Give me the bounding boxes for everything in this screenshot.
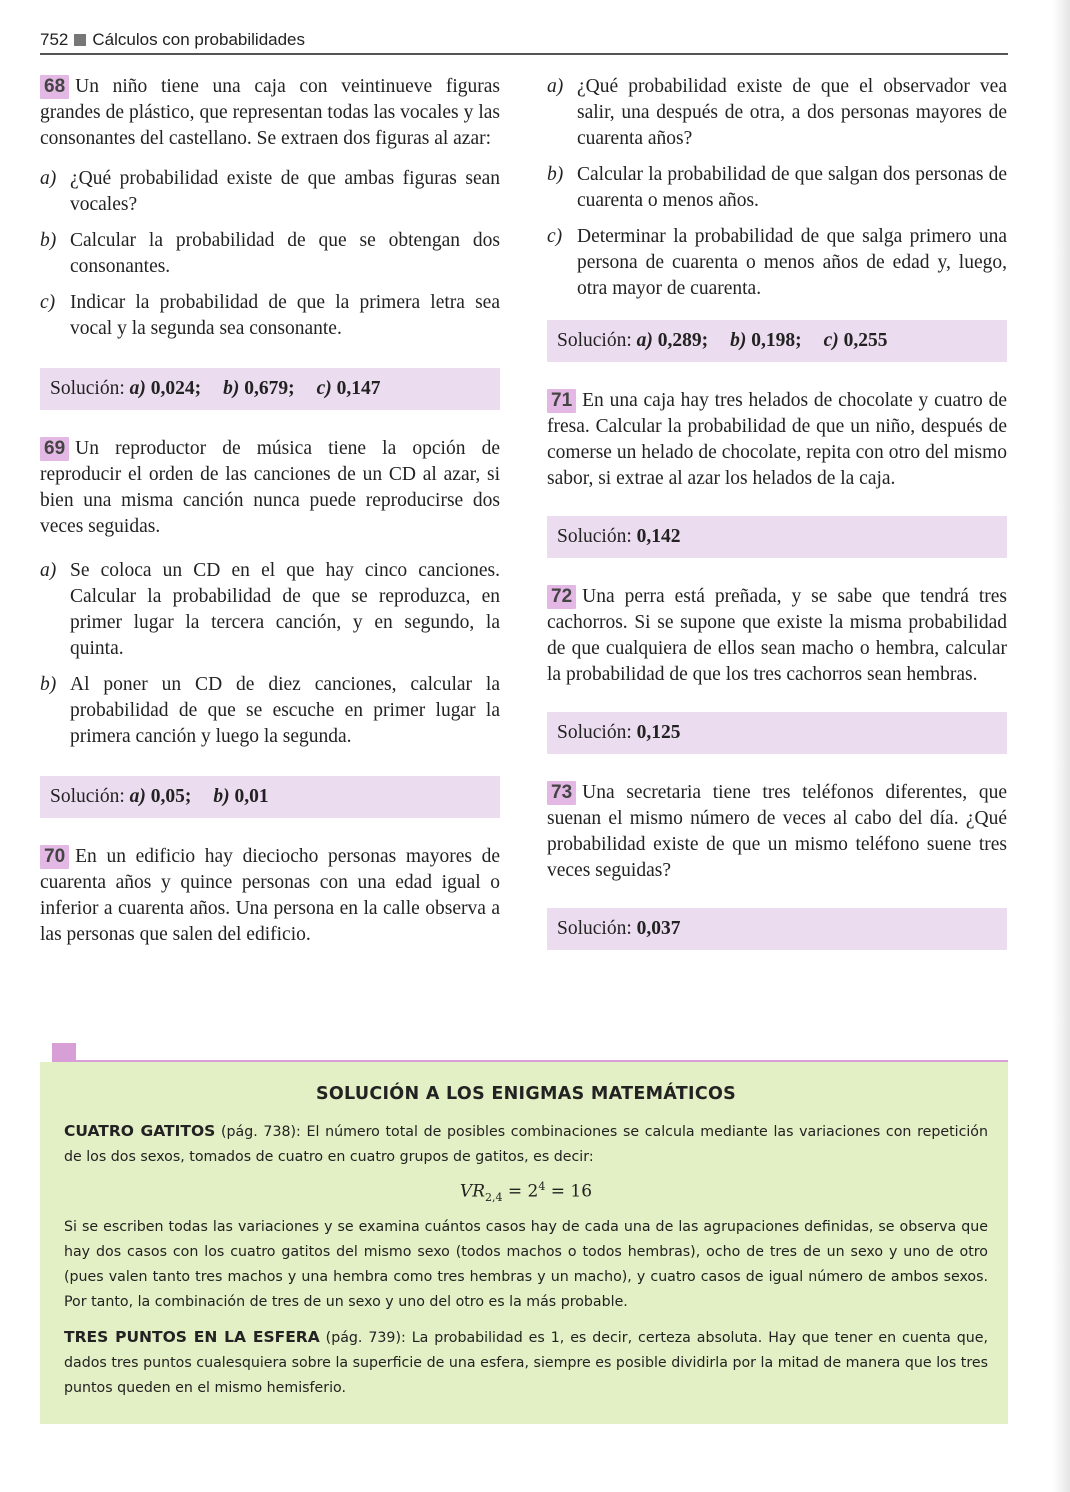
problem-number: 69: [40, 437, 69, 461]
enigma-heading: TRES PUNTOS EN LA ESFERA: [64, 1328, 320, 1347]
left-column: [40, 74, 500, 962]
solution-73: [547, 908, 1007, 950]
item-label: b): [547, 164, 564, 185]
solution-prefix: Solución:: [50, 786, 125, 807]
solution-prefix: Solución:: [557, 722, 632, 743]
problem-text: En un edificio hay dieciocho personas mayores de cuarenta años y quince personas con una edad igual o inferior a cuarenta años. Una persona en la calle observa a las personas que salen del edificio.: [40, 846, 500, 945]
item-text: Calcular la probabilidad de que se obtengan dos consonantes.: [70, 230, 500, 277]
problem-number: 70: [40, 845, 69, 869]
item-text: Determinar la probabilidad de que salga primero una persona de cuarenta o menos años de edad y, luego, otra mayor de cuarenta.: [577, 226, 1007, 299]
header-square-icon: [74, 34, 86, 46]
solution-label: a): [636, 330, 653, 351]
enigma-solutions-box: [40, 1062, 1008, 1424]
solution-label: a): [129, 786, 146, 807]
problem-73: [547, 780, 1007, 884]
solution-value: 0,05;: [150, 786, 192, 807]
solution-72: [547, 712, 1007, 754]
enigma-heading: CUATRO GATITOS: [64, 1122, 216, 1140]
item-label: a): [40, 560, 57, 581]
enigma-ref: (pág. 739):: [325, 1330, 406, 1347]
enigma-title: SOLUCIÓN A LOS ENIGMAS MATEMÁTICOS: [315, 1084, 737, 1104]
solution-label: b): [213, 786, 230, 807]
solution-value: 0,024;: [150, 378, 202, 399]
solution-value: 0,255: [843, 330, 888, 351]
problem-number: 68: [40, 75, 69, 99]
problem-69-item-b: [40, 672, 500, 750]
problem-number: 73: [547, 781, 576, 805]
enigma-gatitos-body: Si se escriben todas las variaciones y se examina cuántos casos hay de cada una de las agrupaciones definidas, se observa que hay dos casos con los cuatro gatitos del mismo sexo (todos machos o todos hembras), ocho de tres de un sexo y uno de otro (pues valen tanto tres machos y una hembra como tres hembras y un macho), y cuatro casos de igual número de ambos sexos. Por tanto, la combinación de tres de un sexo y uno del otro es la más probable.: [64, 1219, 988, 1311]
problem-text: En una caja hay tres helados de chocolate y cuatro de fresa. Calcular la probabilidad de que un niño, después de comerse un helado de chocolate, repita con otro del mismo sabor, si extrae al azar los helados de la caja.: [547, 390, 1007, 489]
solution-label: c): [316, 378, 332, 399]
enigma-text: La probabilidad es 1, es decir, certeza absoluta. Hay que tener en cuenta que, dados tres puntos cualesquiera sobre la superficie de una esfera, siempre es posible dividirla por la mitad de manera que los tres puntos queden en el mismo hemisferio.: [64, 1330, 988, 1397]
problem-70-item-a: [547, 74, 1007, 152]
solution-label: c): [823, 330, 839, 351]
header-rule: [40, 53, 1008, 55]
solution-value: 0,01: [234, 786, 269, 807]
enigma-gatitos-intro: [64, 1119, 988, 1170]
problem-71: [547, 388, 1007, 492]
solution-prefix: Solución:: [557, 526, 632, 547]
running-head: [40, 28, 1008, 52]
section-title: Cálculos con probabilidades: [92, 30, 306, 49]
formula-sup: 4: [538, 1180, 546, 1193]
problem-68-item-a: [40, 166, 500, 218]
page-number: 752: [40, 30, 69, 49]
variation-formula: [64, 1172, 988, 1213]
enigma-esfera: [64, 1325, 988, 1401]
formula-eq1: = 2: [502, 1181, 539, 1202]
item-label: a): [40, 168, 57, 189]
problem-text: Una secretaria tiene tres teléfonos diferentes, que suenan el mismo número de veces al cabo del día. ¿Qué probabilidad existe de que un mismo teléfono suene tres veces seguidas?: [547, 782, 1007, 881]
solution-value: 0,147: [336, 378, 381, 399]
solution-value: 0,679;: [244, 378, 295, 399]
item-text: Indicar la probabilidad de que la primera letra sea vocal y la segunda sea consonante.: [70, 292, 500, 339]
item-label: c): [40, 292, 56, 313]
formula-sub: 2,4: [485, 1191, 503, 1205]
item-label: c): [547, 226, 563, 247]
formula-lhs: VR: [459, 1181, 485, 1202]
enigma-ref: (pág. 738):: [220, 1124, 301, 1140]
item-text: Se coloca un CD en el que hay cinco canciones. Calcular la probabilidad de que se reproduzca, en primer lugar la tercera canción, y en segundo, la quinta.: [70, 560, 500, 659]
enigma-text: El número total de posibles combinaciones se calcula mediante las variaciones con repetición de los dos sexos, tomados de cuatro en cuatro grupos de gatitos, es decir:: [64, 1124, 988, 1165]
solution-value: 0,289;: [657, 330, 709, 351]
solution-value: 0,198;: [751, 330, 802, 351]
solution-label: a): [129, 378, 146, 399]
solution-68: [40, 368, 500, 410]
item-text: ¿Qué probabilidad existe de que el observador vea salir, una después de otra, a dos personas mayores de cuarenta años?: [577, 76, 1007, 149]
formula-eq2: = 16: [545, 1181, 593, 1202]
solution-prefix: Solución:: [50, 378, 125, 399]
problem-text: Un niño tiene una caja con veintinueve figuras grandes de plástico, que representan todas las vocales y las consonantes del castellano. Se extraen dos figuras al azar:: [40, 76, 500, 149]
solution-70: [547, 320, 1007, 362]
problem-70-item-c: [547, 224, 1007, 302]
page-edge-shadow: [1052, 0, 1070, 1492]
solution-label: b): [223, 378, 240, 399]
problem-text: Una perra está preñada, y se sabe que tendrá tres cachorros. Si se supone que existe la misma probabilidad de que cualquiera de ellos sean macho o hembra, calcular la probabilidad de que los tres cachorros sean hembras.: [547, 586, 1007, 685]
problem-69: [40, 436, 500, 540]
item-label: a): [547, 76, 564, 97]
solution-value: 0,125: [636, 722, 681, 743]
problem-text: Un reproductor de música tiene la opción de reproducir el orden de las canciones de un CD al azar, si bien una misma canción nunca puede reproducirse dos veces seguidas.: [40, 438, 500, 537]
problem-70: [40, 844, 500, 948]
problem-68: [40, 74, 500, 152]
problem-68-item-b: [40, 228, 500, 280]
item-text: ¿Qué probabilidad existe de que ambas figuras sean vocales?: [70, 168, 500, 215]
problem-70-item-b: [547, 162, 1007, 214]
solution-label: b): [730, 330, 747, 351]
problem-number: 72: [547, 585, 576, 609]
solution-value: 0,142: [636, 526, 681, 547]
problem-68-item-c: [40, 290, 500, 342]
problem-72: [547, 584, 1007, 688]
solution-71: [547, 516, 1007, 558]
solution-prefix: Solución:: [557, 330, 632, 351]
item-text: Calcular la probabilidad de que salgan dos personas de cuarenta o menos años.: [577, 164, 1007, 211]
problem-69-item-a: [40, 558, 500, 662]
solution-value: 0,037: [636, 918, 681, 939]
item-text: Al poner un CD de diez canciones, calcular la probabilidad de que se escuche en primer lugar la primera canción y luego la segunda.: [70, 674, 500, 747]
solution-69: [40, 776, 500, 818]
item-label: b): [40, 230, 57, 251]
item-label: b): [40, 674, 57, 695]
right-column: [547, 74, 1007, 976]
solution-prefix: Solución:: [557, 918, 632, 939]
problem-number: 71: [547, 389, 576, 413]
